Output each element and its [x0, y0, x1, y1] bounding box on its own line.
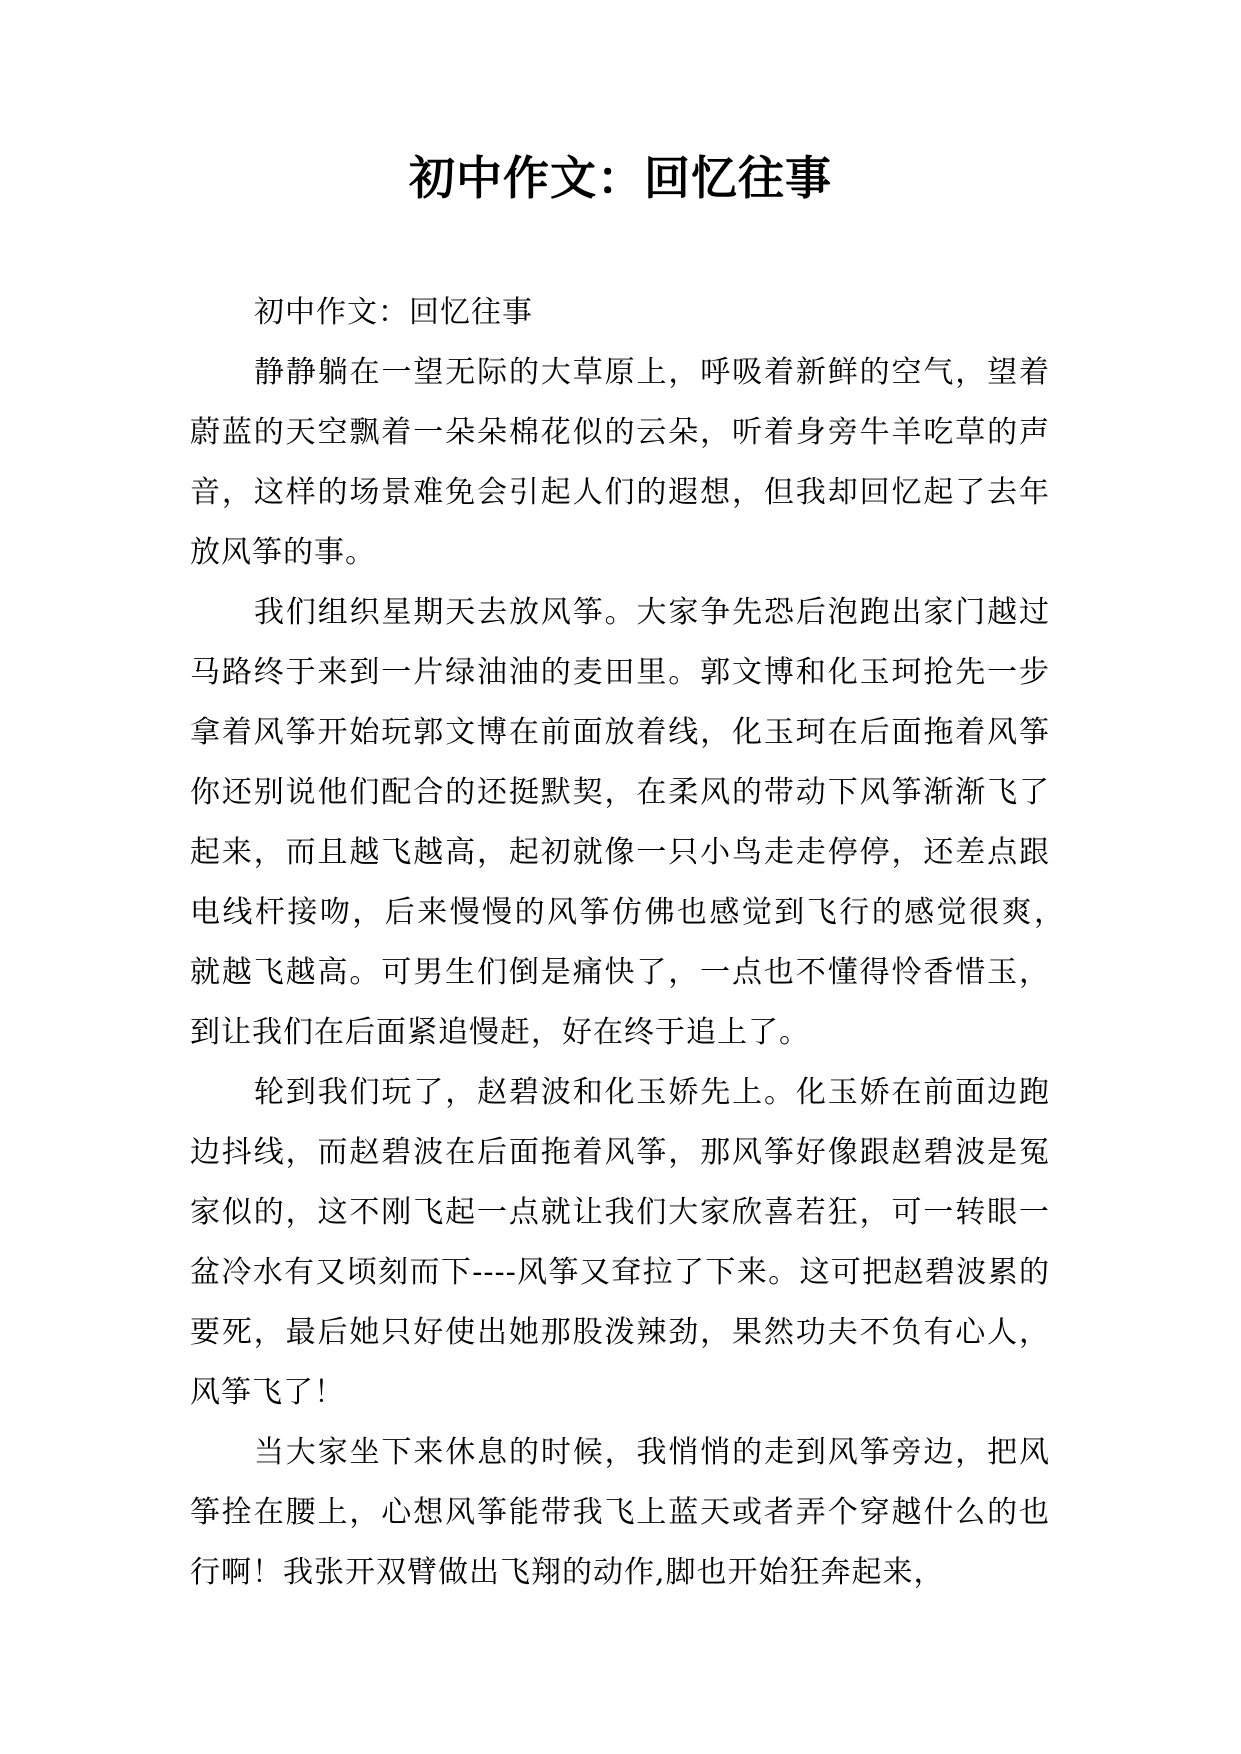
paragraph-4: 当大家坐下来休息的时候，我悄悄的走到风筝旁边，把风筝拴在腰上，心想风筝能带我飞上蓝天或者弄个穿越什么的也行啊！我张开双臂做出飞翔的动作,脚也开始狂奔起来， — [190, 1435, 1050, 1590]
paragraph-3: 轮到我们玩了，赵碧波和化玉娇先上。化玉娇在前面边跑边抖线，而赵碧波在后面拖着风筝，那风筝好像跟赵碧波是冤家似的，这不刚飞起一点就让我们大家欣喜若狂，可一转眼一盆冷水有又顷刻而下----风筝又耷拉了下来。这可把赵碧波累的要死，最后她只好使出她那股泼辣劲，果然功夫不负有心人，风筝飞了！ — [190, 1075, 1050, 1410]
document-body — [190, 283, 1081, 1603]
paragraph-1: 静静躺在一望无际的大草原上，呼吸着新鲜的空气，望着蔚蓝的天空飘着一朵朵棉花似的云朵，听着身旁牛羊吃草的声音，这样的场景难免会引起人们的遐想，但我却回忆起了去年放风筝的事。 — [190, 355, 1050, 570]
paragraph-subtitle: 初中作文：回忆往事 — [254, 295, 533, 330]
paragraph-2: 我们组织星期天去放风筝。大家争先恐后泡跑出家门越过马路终于来到一片绿油油的麦田里。郭文博和化玉珂抢先一步拿着风筝开始玩郭文博在前面放着线，化玉珂在后面拖着风筝你还别说他们配合的还挺默契，在柔风的带动下风筝渐渐飞了起来，而且越飞越高，起初就像一只小鸟走走停停，还差点跟电线杆接吻，后来慢慢的风筝仿佛也感觉到飞行的感觉很爽， 就越飞越高。可男生们倒是痛快了，一点也不懂得怜香惜玉，到让我们在后面紧追慢赶，好在终于追上了。 — [190, 595, 1081, 1050]
document-title: 初中作文：回忆往事 — [409, 151, 832, 205]
